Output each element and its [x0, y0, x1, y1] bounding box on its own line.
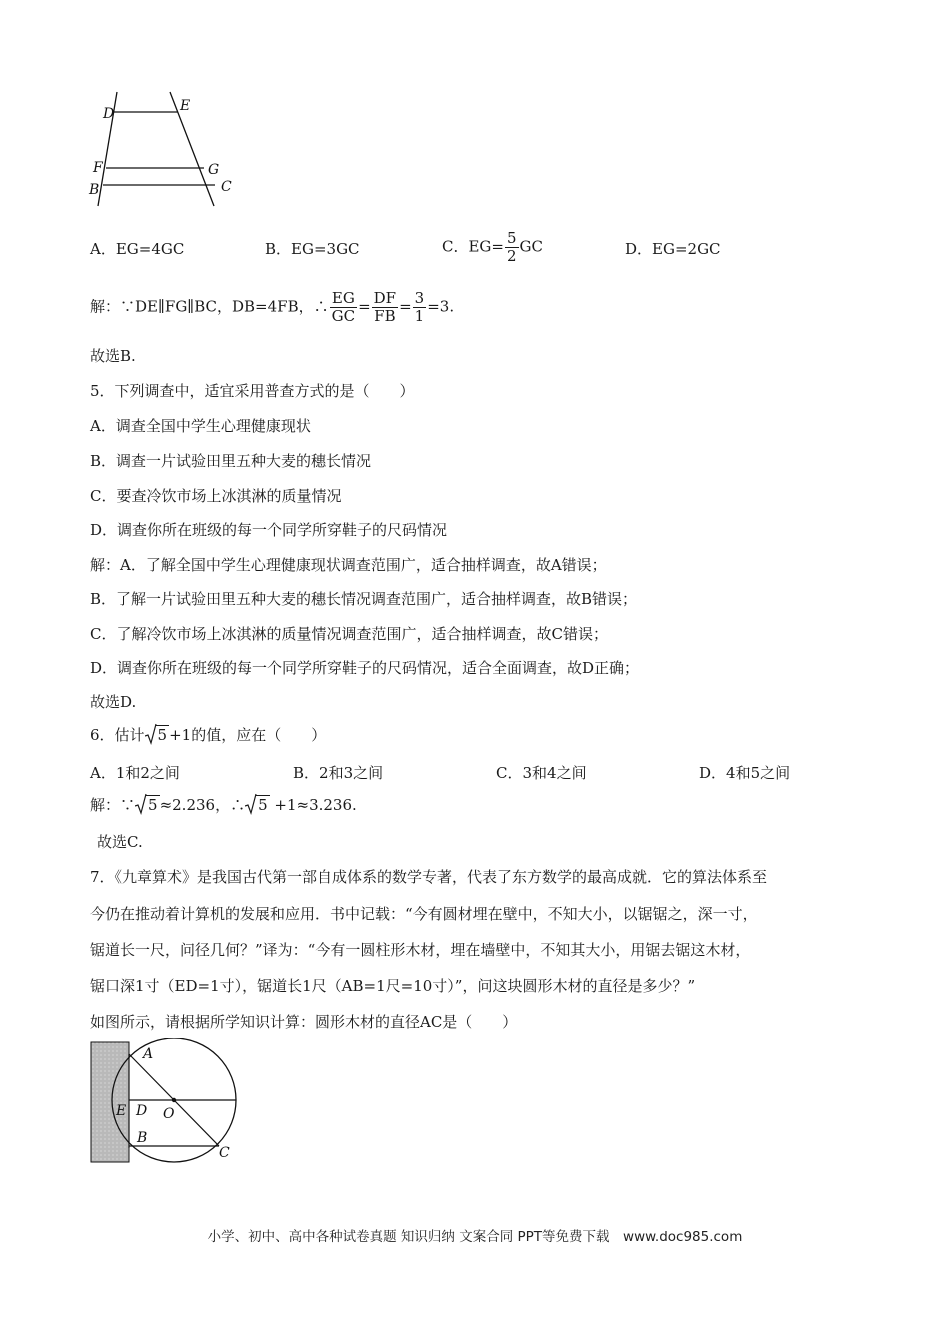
q4-fraction-eg-gc: [330, 290, 357, 325]
q4-option-c-num: 5: [506, 229, 517, 247]
q6-option-d: D．4和5之间: [699, 764, 791, 782]
q4-fraction-df-fb: [372, 290, 398, 325]
q5-option-a: A．调查全国中学生心理健康现状: [90, 417, 311, 435]
q5-stem: 5．下列调查中，适宜采用普查方式的是（ ）: [90, 382, 415, 400]
label-f: F: [93, 160, 103, 176]
q6-option-c: C．3和4之间: [496, 764, 587, 782]
q7-text-line: 锯道长一尺，问径几何？”译为：“今有一圆柱形木材，埋在墙壁中，不知其大小，用锯去锯这木材，: [90, 941, 751, 959]
frac-num: 3: [414, 289, 425, 307]
page-footer: 小学、初中、高中各种试卷真题 知识归纳 文案合同 PPT等免费下载 www.doc985.com: [207, 1229, 743, 1245]
radicand: 5: [148, 796, 158, 814]
equals-sign: =: [358, 297, 371, 316]
q6-option-a: A．1和2之间: [90, 764, 180, 782]
q4-option-c: [442, 230, 543, 265]
sqrt-symbol: [145, 725, 170, 745]
label-e: E: [180, 98, 191, 114]
frac-den: 1: [414, 307, 425, 325]
sqrt-symbol: [135, 795, 160, 815]
frac-num: EG: [330, 290, 357, 308]
q4-fraction-3-1: [413, 290, 427, 325]
equals-sign: =: [399, 297, 412, 316]
q4-option-d: D．EG=2GC: [625, 240, 721, 258]
q7-text-line: 今仍在推动着计算机的发展和应用．书中记载：“今有圆材埋在壁中，不知大小，以锯锯之，深一寸，: [90, 905, 758, 923]
label-d: D: [103, 106, 115, 122]
frac-num: DF: [373, 289, 397, 307]
q5-solution-line: B．了解一片试验田里五种大麦的穗长情况调查范围广，适合抽样调查，故B错误；: [90, 590, 638, 608]
label-o: O: [163, 1106, 175, 1122]
q6-solution: [90, 795, 357, 815]
label-e: E: [116, 1103, 127, 1119]
q6-solution-mid: ≈2.236，∴: [159, 796, 246, 814]
q5-option-d: D．调查你所在班级的每一个同学所穿鞋子的尺码情况: [90, 521, 448, 539]
label-b: B: [137, 1130, 148, 1146]
radicand: 5: [157, 726, 168, 744]
q7-text-line: 如图所示，请根据所学知识计算：圆形木材的直径AC是（ ）: [90, 1013, 518, 1031]
q5-solution-line: C．了解冷饮市场上冰淇淋的质量情况调查范围广，适合抽样调查，故C错误；: [90, 625, 608, 643]
q4-solution-prefix: 解：∵DE∥FG∥BC，DB=4FB，∴: [90, 297, 329, 316]
q4-option-c-prefix: C．EG=: [442, 237, 504, 256]
q5-solution-line: D．调查你所在班级的每一个同学所穿鞋子的尺码情况，适合全面调查，故D正确；: [90, 659, 640, 677]
q7-text-line: 锯口深1寸（ED=1寸），锯道长1尺（AB=1尺=10寸）”，问这块圆形木材的直径是多少？”: [90, 977, 696, 995]
parallel-lines-figure: [84, 88, 244, 210]
q5-answer: 故选D.: [90, 693, 137, 711]
q6-stem-suffix: +1的值，应在（ ）: [169, 726, 327, 744]
radicand: 5: [258, 796, 268, 814]
circle-wall-figure: [88, 1038, 248, 1164]
q5-option-b: B．调查一片试验田里五种大麦的穗长情况: [90, 452, 372, 470]
label-a: A: [143, 1046, 154, 1062]
q4-option-b: B．EG=3GC: [265, 240, 360, 258]
label-d: D: [136, 1103, 148, 1119]
q6-solution-suffix: +1≈3.236.: [269, 796, 357, 814]
q4-option-c-den: 2: [506, 247, 517, 265]
q4-solution-suffix: =3.: [427, 297, 455, 316]
label-b: B: [89, 182, 100, 198]
label-c: C: [219, 1145, 230, 1161]
q4-option-c-suffix: GC: [519, 237, 543, 256]
q6-answer: 故选C.: [97, 833, 143, 851]
label-c: C: [221, 179, 232, 195]
q5-solution-line: 解：A．了解全国中学生心理健康现状调查范围广，适合抽样调查，故A错误；: [90, 556, 607, 574]
label-g: G: [208, 162, 220, 178]
q6-stem-prefix: 6．估计: [90, 726, 145, 744]
q4-answer: 故选B.: [90, 347, 136, 365]
q4-option-a: A．EG=4GC: [90, 240, 185, 258]
q6-solution-prefix: 解：∵: [90, 796, 136, 814]
frac-den: FB: [374, 307, 396, 325]
sqrt-symbol: [245, 795, 270, 815]
frac-den: GC: [331, 307, 356, 325]
q4-solution: [90, 290, 454, 325]
q6-stem: [90, 725, 326, 745]
q5-option-c: C．要查冷饮市场上冰淇淋的质量情况: [90, 487, 342, 505]
q6-option-b: B．2和3之间: [293, 764, 384, 782]
q4-option-c-fraction: [505, 230, 519, 265]
q7-text-line: 7．《九章算术》是我国古代第一部自成体系的数学专著，代表了东方数学的最高成就．它的算法体系至: [90, 868, 768, 886]
